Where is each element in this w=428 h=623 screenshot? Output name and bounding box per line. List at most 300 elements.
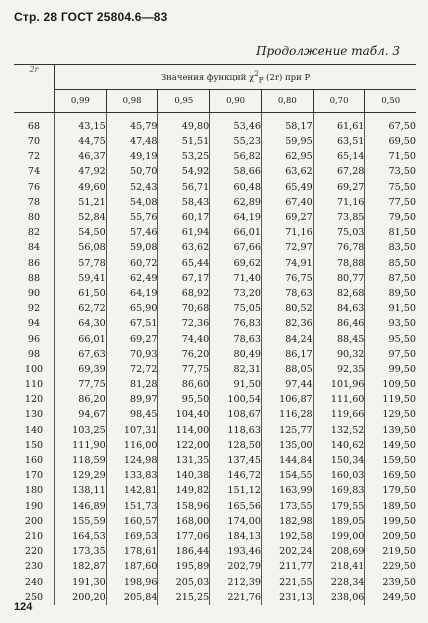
value-cell: 49,19 bbox=[106, 149, 158, 164]
value-cell: 139,50 bbox=[382, 424, 416, 436]
param-cell: 210 bbox=[14, 529, 55, 544]
value-cell: 79,50 bbox=[388, 212, 416, 224]
value-cell: 119,66 bbox=[313, 407, 365, 422]
table-row bbox=[14, 407, 416, 422]
value-cell: 69,27 bbox=[313, 180, 365, 195]
value-cell: 97,50 bbox=[388, 348, 416, 360]
value-cell: 146,72 bbox=[210, 468, 262, 483]
table-row bbox=[14, 392, 416, 407]
value-cell: 193,46 bbox=[210, 544, 262, 559]
value-cell: 62,89 bbox=[210, 195, 262, 210]
value-cell: 114,00 bbox=[158, 423, 210, 438]
value-cell: 140,38 bbox=[158, 468, 210, 483]
value-cell: 67,66 bbox=[210, 240, 262, 255]
value-cell: 76,83 bbox=[210, 316, 262, 331]
value-cell: 53,46 bbox=[210, 113, 262, 135]
value-cell: 80,49 bbox=[210, 347, 262, 362]
value-cell: 64,19 bbox=[210, 210, 262, 225]
param-cell: 150 bbox=[14, 438, 55, 453]
value-cell: 85,50 bbox=[388, 257, 416, 269]
value-cell: 142,81 bbox=[106, 483, 158, 498]
value-cell: 209,50 bbox=[382, 530, 416, 542]
param-cell: 70 bbox=[14, 134, 55, 149]
value-cell: 55,76 bbox=[106, 210, 158, 225]
value-cell: 50,70 bbox=[106, 164, 158, 179]
table-row bbox=[14, 559, 416, 574]
table-row bbox=[14, 529, 416, 544]
value-cell: 146,89 bbox=[55, 499, 107, 514]
param-cell: 88 bbox=[14, 271, 55, 286]
value-cell: 86,20 bbox=[55, 392, 107, 407]
value-cell: 163,99 bbox=[261, 483, 313, 498]
value-cell: 189,05 bbox=[313, 514, 365, 529]
value-cell: 71,50 bbox=[388, 151, 416, 163]
value-cell: 106,87 bbox=[261, 392, 313, 407]
value-cell: 92,35 bbox=[313, 362, 365, 377]
value-cell: 212,39 bbox=[210, 574, 262, 589]
value-cell: 88,05 bbox=[261, 362, 313, 377]
value-cell: 97,44 bbox=[261, 377, 313, 392]
table-caption bbox=[55, 65, 417, 90]
value-cell: 49,80 bbox=[158, 113, 210, 135]
value-cell: 239,50 bbox=[382, 576, 416, 588]
value-cell: 67,17 bbox=[158, 271, 210, 286]
param-cell: 72 bbox=[14, 149, 55, 164]
value-cell: 95,50 bbox=[388, 333, 416, 345]
value-cell: 135,00 bbox=[261, 438, 313, 453]
value-cell: 76,20 bbox=[158, 347, 210, 362]
param-cell: 180 bbox=[14, 483, 55, 498]
value-cell: 61,61 bbox=[313, 113, 365, 135]
value-cell: 75,03 bbox=[313, 225, 365, 240]
value-cell: 182,98 bbox=[261, 514, 313, 529]
param-cell: 110 bbox=[14, 377, 55, 392]
param-cell: 220 bbox=[14, 544, 55, 559]
value-cell: 43,15 bbox=[55, 113, 107, 135]
value-cell: 83,50 bbox=[388, 242, 416, 254]
table-row bbox=[14, 331, 416, 346]
value-cell: 150,34 bbox=[313, 453, 365, 468]
value-cell: 73,85 bbox=[313, 210, 365, 225]
value-cell: 182,87 bbox=[55, 559, 107, 574]
page-number: 124 bbox=[14, 601, 33, 613]
caption-tail: (2r) при P bbox=[263, 73, 311, 84]
value-cell: 138,11 bbox=[55, 483, 107, 498]
page-header: Стр. 28 ГОСТ 25804.6—83 bbox=[14, 10, 168, 24]
table-row bbox=[14, 113, 416, 135]
param-cell: 100 bbox=[14, 362, 55, 377]
table-row bbox=[14, 362, 416, 377]
table-row bbox=[14, 590, 416, 605]
value-cell: 132,52 bbox=[313, 423, 365, 438]
value-cell: 72,72 bbox=[106, 362, 158, 377]
value-cell: 116,00 bbox=[106, 438, 158, 453]
value-cell: 125,77 bbox=[261, 423, 313, 438]
value-cell: 158,96 bbox=[158, 499, 210, 514]
value-cell: 86,17 bbox=[261, 347, 313, 362]
table-row bbox=[14, 134, 416, 149]
value-cell: 62,72 bbox=[55, 301, 107, 316]
param-cell: 76 bbox=[14, 180, 55, 195]
probability-header: 0,70 bbox=[313, 90, 365, 113]
value-cell: 137,45 bbox=[210, 453, 262, 468]
value-cell: 101,96 bbox=[313, 377, 365, 392]
value-cell: 111,90 bbox=[55, 438, 107, 453]
table-row bbox=[14, 423, 416, 438]
value-cell: 108,67 bbox=[210, 407, 262, 422]
value-cell: 91,50 bbox=[388, 303, 416, 315]
value-cell: 59,95 bbox=[261, 134, 313, 149]
value-cell: 215,25 bbox=[158, 590, 210, 605]
value-cell: 60,17 bbox=[158, 210, 210, 225]
value-cell: 80,77 bbox=[313, 271, 365, 286]
value-cell: 78,63 bbox=[261, 286, 313, 301]
value-cell: 51,21 bbox=[55, 195, 107, 210]
value-cell: 57,78 bbox=[55, 256, 107, 271]
value-cell: 80,52 bbox=[261, 301, 313, 316]
value-cell: 128,50 bbox=[210, 438, 262, 453]
value-cell: 100,54 bbox=[210, 392, 262, 407]
value-cell: 66,01 bbox=[210, 225, 262, 240]
value-cell: 81,50 bbox=[388, 227, 416, 239]
value-cell: 187,60 bbox=[106, 559, 158, 574]
value-cell: 129,29 bbox=[55, 468, 107, 483]
value-cell: 131,35 bbox=[158, 453, 210, 468]
value-cell: 229,50 bbox=[382, 561, 416, 573]
value-cell: 59,08 bbox=[106, 240, 158, 255]
value-cell: 221,76 bbox=[210, 590, 262, 605]
table-row bbox=[14, 286, 416, 301]
value-cell: 56,71 bbox=[158, 180, 210, 195]
table-row bbox=[14, 514, 416, 529]
table-row bbox=[14, 453, 416, 468]
value-cell: 72,97 bbox=[261, 240, 313, 255]
value-cell: 72,36 bbox=[158, 316, 210, 331]
value-cell: 133,83 bbox=[106, 468, 158, 483]
value-cell: 159,50 bbox=[382, 455, 416, 467]
value-cell: 71,16 bbox=[261, 225, 313, 240]
value-cell: 67,51 bbox=[106, 316, 158, 331]
value-cell: 116,28 bbox=[261, 407, 313, 422]
value-cell: 118,63 bbox=[210, 423, 262, 438]
value-cell: 67,28 bbox=[313, 164, 365, 179]
value-cell: 64,19 bbox=[106, 286, 158, 301]
value-cell: 67,40 bbox=[261, 195, 313, 210]
value-cell: 184,13 bbox=[210, 529, 262, 544]
table-row bbox=[14, 195, 416, 210]
table-head bbox=[14, 65, 416, 113]
caption-superscript: 2 bbox=[254, 69, 259, 79]
value-cell: 205,03 bbox=[158, 574, 210, 589]
value-cell: 219,50 bbox=[382, 546, 416, 558]
value-cell: 56,08 bbox=[55, 240, 107, 255]
value-cell: 89,97 bbox=[106, 392, 158, 407]
value-cell: 63,51 bbox=[313, 134, 365, 149]
value-cell: 186,44 bbox=[158, 544, 210, 559]
value-cell: 174,00 bbox=[210, 514, 262, 529]
value-cell: 61,50 bbox=[55, 286, 107, 301]
param-cell: 92 bbox=[14, 301, 55, 316]
value-cell: 76,78 bbox=[313, 240, 365, 255]
table-row bbox=[14, 468, 416, 483]
value-cell: 179,55 bbox=[313, 499, 365, 514]
value-cell: 198,96 bbox=[106, 574, 158, 589]
value-cell: 82,31 bbox=[210, 362, 262, 377]
param-cell: 90 bbox=[14, 286, 55, 301]
value-cell: 231,13 bbox=[261, 590, 313, 605]
table-row bbox=[14, 149, 416, 164]
value-cell: 69,62 bbox=[210, 256, 262, 271]
value-cell: 54,08 bbox=[106, 195, 158, 210]
value-cell: 73,20 bbox=[210, 286, 262, 301]
value-cell: 77,75 bbox=[55, 377, 107, 392]
value-cell: 249,50 bbox=[382, 591, 416, 603]
value-cell: 57,46 bbox=[106, 225, 158, 240]
value-cell: 53,25 bbox=[158, 149, 210, 164]
value-cell: 86,60 bbox=[158, 377, 210, 392]
value-cell: 122,00 bbox=[158, 438, 210, 453]
value-cell: 45,79 bbox=[106, 113, 158, 135]
table-row bbox=[14, 483, 416, 498]
value-cell: 69,39 bbox=[55, 362, 107, 377]
value-cell: 65,14 bbox=[313, 149, 365, 164]
value-cell: 90,32 bbox=[313, 347, 365, 362]
value-cell: 149,50 bbox=[382, 439, 416, 451]
probability-header: 0,50 bbox=[365, 90, 416, 113]
value-cell: 60,72 bbox=[106, 256, 158, 271]
table-body bbox=[14, 113, 416, 605]
probability-header: 0,99 bbox=[55, 90, 107, 113]
value-cell: 109,50 bbox=[382, 379, 416, 391]
value-cell: 208,69 bbox=[313, 544, 365, 559]
table-row bbox=[14, 240, 416, 255]
value-cell: 74,40 bbox=[158, 331, 210, 346]
value-cell: 124,98 bbox=[106, 453, 158, 468]
value-cell: 75,05 bbox=[210, 301, 262, 316]
value-cell: 169,83 bbox=[313, 483, 365, 498]
param-column-header: 2r bbox=[14, 65, 55, 113]
value-cell: 211,77 bbox=[261, 559, 313, 574]
value-cell: 88,45 bbox=[313, 331, 365, 346]
table-row bbox=[14, 544, 416, 559]
value-cell: 111,60 bbox=[313, 392, 365, 407]
value-cell: 93,50 bbox=[388, 318, 416, 330]
value-cell: 151,73 bbox=[106, 499, 158, 514]
param-cell: 140 bbox=[14, 423, 55, 438]
value-cell: 58,17 bbox=[261, 113, 313, 135]
value-cell: 118,59 bbox=[55, 453, 107, 468]
probability-header: 0,90 bbox=[210, 90, 262, 113]
value-cell: 63,62 bbox=[158, 240, 210, 255]
value-cell: 65,44 bbox=[158, 256, 210, 271]
param-cell: 230 bbox=[14, 559, 55, 574]
value-cell: 78,88 bbox=[313, 256, 365, 271]
value-cell: 52,43 bbox=[106, 180, 158, 195]
param-cell: 78 bbox=[14, 195, 55, 210]
value-cell: 62,49 bbox=[106, 271, 158, 286]
value-cell: 64,30 bbox=[55, 316, 107, 331]
value-cell: 60,48 bbox=[210, 180, 262, 195]
param-cell: 84 bbox=[14, 240, 55, 255]
value-cell: 74,91 bbox=[261, 256, 313, 271]
param-cell: 200 bbox=[14, 514, 55, 529]
value-cell: 76,75 bbox=[261, 271, 313, 286]
value-cell: 160,57 bbox=[106, 514, 158, 529]
table-row bbox=[14, 347, 416, 362]
value-cell: 221,55 bbox=[261, 574, 313, 589]
probability-header: 0,98 bbox=[106, 90, 158, 113]
value-cell: 94,67 bbox=[55, 407, 107, 422]
table-row bbox=[14, 301, 416, 316]
value-cell: 52,84 bbox=[55, 210, 107, 225]
value-cell: 195,89 bbox=[158, 559, 210, 574]
value-cell: 179,50 bbox=[382, 485, 416, 497]
value-cell: 200,20 bbox=[55, 590, 107, 605]
value-cell: 65,49 bbox=[261, 180, 313, 195]
value-cell: 49,60 bbox=[55, 180, 107, 195]
param-cell: 240 bbox=[14, 574, 55, 589]
param-cell: 250 bbox=[14, 590, 55, 605]
value-cell: 228,34 bbox=[313, 574, 365, 589]
table-row bbox=[14, 438, 416, 453]
table-row bbox=[14, 164, 416, 179]
value-cell: 202,24 bbox=[261, 544, 313, 559]
table-row bbox=[14, 225, 416, 240]
value-cell: 70,93 bbox=[106, 347, 158, 362]
value-cell: 104,40 bbox=[158, 407, 210, 422]
param-cell: 98 bbox=[14, 347, 55, 362]
value-cell: 84,63 bbox=[313, 301, 365, 316]
value-cell: 84,24 bbox=[261, 331, 313, 346]
value-cell: 69,50 bbox=[388, 136, 416, 148]
value-cell: 149,82 bbox=[158, 483, 210, 498]
value-cell: 119,50 bbox=[382, 394, 416, 406]
param-cell: 80 bbox=[14, 210, 55, 225]
param-cell: 170 bbox=[14, 468, 55, 483]
value-cell: 47,48 bbox=[106, 134, 158, 149]
value-cell: 65,90 bbox=[106, 301, 158, 316]
table-row bbox=[14, 574, 416, 589]
value-cell: 70,68 bbox=[158, 301, 210, 316]
value-cell: 62,95 bbox=[261, 149, 313, 164]
value-cell: 82,68 bbox=[313, 286, 365, 301]
value-cell: 71,40 bbox=[210, 271, 262, 286]
value-cell: 177,06 bbox=[158, 529, 210, 544]
param-cell: 160 bbox=[14, 453, 55, 468]
value-cell: 58,66 bbox=[210, 164, 262, 179]
value-cell: 54,50 bbox=[55, 225, 107, 240]
param-cell: 130 bbox=[14, 407, 55, 422]
table-row bbox=[14, 499, 416, 514]
value-cell: 144,84 bbox=[261, 453, 313, 468]
value-cell: 66,01 bbox=[55, 331, 107, 346]
value-cell: 54,92 bbox=[158, 164, 210, 179]
table-row bbox=[14, 377, 416, 392]
param-cell: 96 bbox=[14, 331, 55, 346]
value-cell: 68,92 bbox=[158, 286, 210, 301]
value-cell: 202,79 bbox=[210, 559, 262, 574]
value-cell: 168,00 bbox=[158, 514, 210, 529]
value-cell: 71,16 bbox=[313, 195, 365, 210]
param-cell: 120 bbox=[14, 392, 55, 407]
value-cell: 192,58 bbox=[261, 529, 313, 544]
table-row bbox=[14, 210, 416, 225]
value-cell: 173,35 bbox=[55, 544, 107, 559]
value-cell: 218,41 bbox=[313, 559, 365, 574]
table-row bbox=[14, 180, 416, 195]
value-cell: 103,25 bbox=[55, 423, 107, 438]
value-cell: 73,50 bbox=[388, 166, 416, 178]
value-cell: 99,50 bbox=[388, 363, 416, 375]
param-cell: 86 bbox=[14, 256, 55, 271]
table-row bbox=[14, 271, 416, 286]
value-cell: 173,55 bbox=[261, 499, 313, 514]
param-cell: 68 bbox=[14, 113, 55, 135]
table-continuation-label: Продолжение табл. 3 bbox=[256, 44, 400, 58]
table-row bbox=[14, 316, 416, 331]
value-cell: 44,75 bbox=[55, 134, 107, 149]
value-cell: 55,23 bbox=[210, 134, 262, 149]
value-cell: 151,12 bbox=[210, 483, 262, 498]
value-cell: 86,46 bbox=[313, 316, 365, 331]
probability-header-row bbox=[14, 90, 416, 113]
table-row bbox=[14, 256, 416, 271]
value-cell: 89,50 bbox=[388, 287, 416, 299]
value-cell: 81,28 bbox=[106, 377, 158, 392]
value-cell: 199,50 bbox=[382, 515, 416, 527]
value-cell: 129,50 bbox=[382, 409, 416, 421]
value-cell: 91,50 bbox=[210, 377, 262, 392]
value-cell: 77,50 bbox=[388, 196, 416, 208]
value-cell: 169,50 bbox=[382, 470, 416, 482]
value-cell: 140,62 bbox=[313, 438, 365, 453]
param-cell: 74 bbox=[14, 164, 55, 179]
value-cell: 191,30 bbox=[55, 574, 107, 589]
value-cell: 155,59 bbox=[55, 514, 107, 529]
value-cell: 165,56 bbox=[210, 499, 262, 514]
value-cell: 67,50 bbox=[388, 121, 416, 132]
value-cell: 199,00 bbox=[313, 529, 365, 544]
value-cell: 154,55 bbox=[261, 468, 313, 483]
value-cell: 189,50 bbox=[382, 500, 416, 512]
value-cell: 46,37 bbox=[55, 149, 107, 164]
value-cell: 178,61 bbox=[106, 544, 158, 559]
probability-header: 0,95 bbox=[158, 90, 210, 113]
value-cell: 58,43 bbox=[158, 195, 210, 210]
value-cell: 61,94 bbox=[158, 225, 210, 240]
value-cell: 238,06 bbox=[313, 590, 365, 605]
value-cell: 87,50 bbox=[388, 272, 416, 284]
value-cell: 169,53 bbox=[106, 529, 158, 544]
value-cell: 160,03 bbox=[313, 468, 365, 483]
value-cell: 47,92 bbox=[55, 164, 107, 179]
value-cell: 164,53 bbox=[55, 529, 107, 544]
value-cell: 205,84 bbox=[106, 590, 158, 605]
value-cell: 51,51 bbox=[158, 134, 210, 149]
value-cell: 107,31 bbox=[106, 423, 158, 438]
value-cell: 69,27 bbox=[261, 210, 313, 225]
probability-header: 0,80 bbox=[261, 90, 313, 113]
value-cell: 56,82 bbox=[210, 149, 262, 164]
value-cell: 98,45 bbox=[106, 407, 158, 422]
value-cell: 69,27 bbox=[106, 331, 158, 346]
value-cell: 82,36 bbox=[261, 316, 313, 331]
value-cell: 67,63 bbox=[55, 347, 107, 362]
param-cell: 82 bbox=[14, 225, 55, 240]
value-cell: 77,75 bbox=[158, 362, 210, 377]
param-cell: 190 bbox=[14, 499, 55, 514]
value-cell: 59,41 bbox=[55, 271, 107, 286]
